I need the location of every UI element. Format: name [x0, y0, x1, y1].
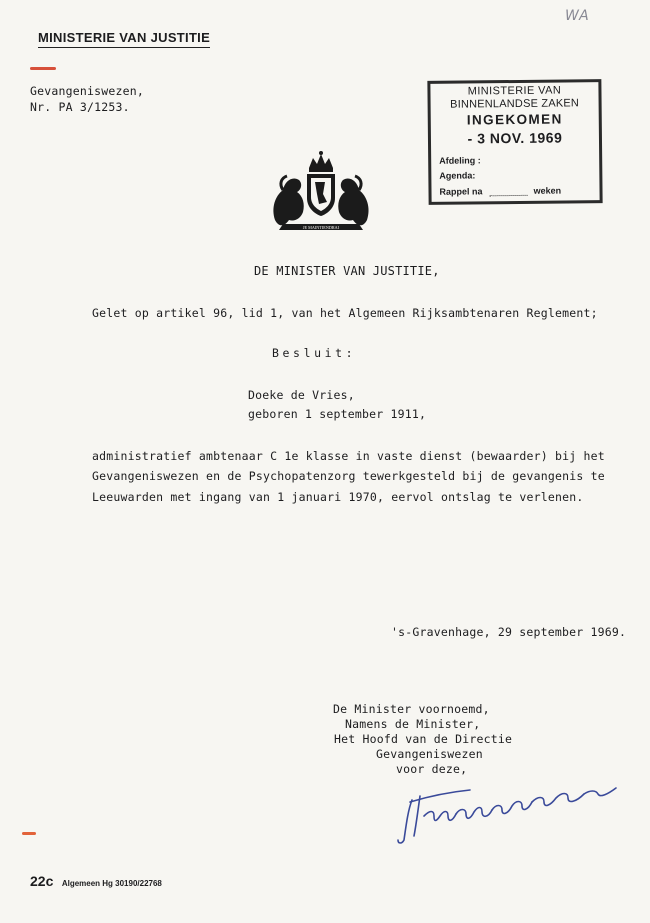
form-series: Algemeen Hg 30190/22768 — [61, 879, 162, 888]
received-stamp — [427, 79, 602, 205]
stamp-field-rappel — [439, 186, 561, 197]
reference-department: Gevangeniswezen, — [30, 84, 144, 98]
stamp-blank-line — [489, 195, 527, 196]
closing-line: voor deze, — [396, 762, 468, 776]
red-pencil-mark — [30, 67, 56, 70]
handwritten-signature-icon — [390, 770, 630, 850]
closing-line: Het Hoofd van de Directie — [334, 732, 513, 746]
stamp-date: - 3 NOV. 1969 — [467, 129, 563, 147]
place-and-date: 's-Gravenhage, 29 september 1969. — [391, 625, 627, 639]
employee-name: Doeke de Vries, — [248, 388, 355, 402]
red-pencil-mark — [22, 832, 36, 835]
dutch-coat-of-arms-icon — [265, 150, 377, 236]
form-code — [30, 873, 162, 891]
decree-title: DE MINISTER VAN JUSTITIE, — [254, 264, 440, 278]
decree-body-line: administratief ambtenaar C 1e klasse in vaste dienst (bewaarder) bij het — [92, 449, 605, 463]
stamp-line-ministry: MINISTERIE VAN — [467, 84, 562, 98]
stamp-label-afdeling: Afdeling : — [439, 155, 481, 166]
reference-number: Nr. PA 3/1253. — [30, 100, 130, 114]
decree-considering: Gelet op artikel 96, lid 1, van het Algemeen Rijksambtenaren Reglement; — [92, 306, 598, 320]
stamp-label-agenda: Agenda: — [439, 170, 476, 181]
closing-line: De Minister voornoemd, — [333, 702, 490, 716]
stamp-label-weken: weken — [533, 185, 562, 196]
closing-line: Gevangeniswezen — [376, 747, 483, 761]
decree-body-line: Leeuwarden met ingang van 1 januari 1970, eervol ontslag te verlenen. — [92, 490, 584, 504]
corner-initials: WA — [565, 8, 590, 24]
stamp-field-agenda — [439, 170, 475, 180]
stamp-field-afdeling — [439, 155, 481, 165]
decree-decides: Besluit: — [272, 346, 357, 360]
form-number: 22c — [30, 873, 54, 889]
employee-birthdate: geboren 1 september 1911, — [248, 407, 427, 421]
stamp-line-department: BINNENLANDSE ZAKEN — [450, 97, 580, 111]
decree-body-line: Gevangeniswezen en de Psychopatenzorg tewerkgesteld bij de gevangenis te — [92, 469, 605, 483]
closing-line: Namens de Minister, — [345, 717, 481, 731]
stamp-label-rappel: Rappel na — [439, 186, 483, 197]
stamp-line-received: INGEKOMEN — [466, 111, 563, 128]
coat-of-arms-motto: JE MAINTIENDRAI — [302, 225, 340, 230]
ministry-heading: MINISTERIE VAN JUSTITIE — [38, 30, 210, 48]
